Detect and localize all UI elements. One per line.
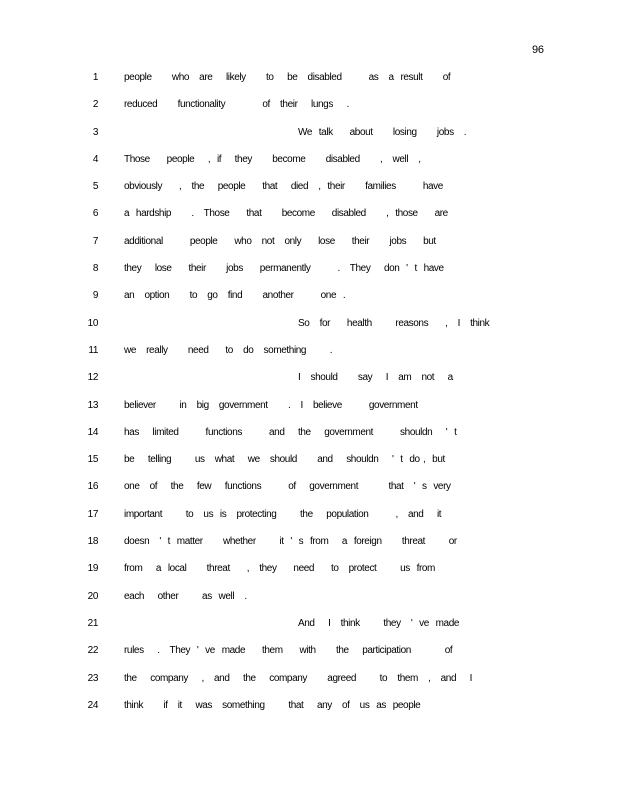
line-text: We talk about losing jobs . — [298, 126, 467, 138]
line-number: 6 — [92, 208, 98, 220]
transcript-line — [0, 560, 618, 587]
line-text: people who are likely to be disabled as a result of — [124, 72, 451, 83]
transcript-line — [0, 451, 618, 478]
transcript-line — [0, 151, 618, 178]
transcript-line — [0, 588, 618, 615]
line-number: 5 — [92, 181, 98, 193]
line-number: 24 — [87, 699, 98, 711]
transcript-line — [0, 397, 618, 424]
transcript-line — [0, 287, 618, 314]
line-text: believer in big government . I believe government — [124, 399, 418, 411]
line-number: 17 — [87, 508, 98, 520]
transcript-line — [0, 642, 618, 669]
line-text: from a local threat , they need to protect us from — [124, 563, 435, 575]
line-number: 19 — [87, 563, 98, 575]
line-number: 23 — [87, 672, 98, 684]
line-number: 7 — [92, 235, 98, 247]
line-number: 4 — [92, 153, 98, 165]
line-text: think if it was something that any of us as people — [124, 699, 421, 711]
line-text: they lose their jobs permanently . They don ' t have — [124, 263, 444, 275]
line-text: important to us is protecting the population , and it — [124, 508, 442, 520]
transcript-line — [0, 124, 618, 151]
transcript-line — [0, 205, 618, 232]
line-number: 3 — [92, 126, 98, 138]
line-number: 13 — [87, 399, 98, 411]
line-text: has limited functions and the government shouldn ' t — [124, 426, 457, 438]
line-text: Those people , if they become disabled , well , — [124, 153, 421, 165]
transcript-line — [0, 342, 618, 369]
transcript-line — [0, 233, 618, 260]
line-text: reduced functionality of their lungs . — [124, 99, 349, 111]
line-text: an option to go find another one . — [124, 290, 346, 302]
line-number: 2 — [92, 99, 98, 111]
transcript-line — [0, 615, 618, 642]
transcript-line — [0, 315, 618, 342]
line-number: 8 — [92, 263, 98, 275]
line-text: be telling us what we should and shouldn ' t do , but — [124, 454, 445, 466]
line-number: 10 — [87, 317, 98, 329]
transcript-line — [0, 424, 618, 451]
line-number: 20 — [87, 590, 98, 602]
transcript-line — [0, 69, 618, 96]
transcript-line — [0, 697, 618, 724]
transcript-line — [0, 260, 618, 287]
line-number: 1 — [92, 72, 98, 83]
transcript-line — [0, 533, 618, 560]
line-number: 11 — [88, 344, 98, 356]
transcript-body — [0, 69, 618, 724]
line-text: rules . They ' ve made them with the participation of — [124, 645, 453, 657]
transcript-line — [0, 506, 618, 533]
line-number: 15 — [87, 454, 98, 466]
line-text: a hardship . Those that become disabled , those are — [124, 208, 448, 220]
line-text: obviously , the people that died , their families have — [124, 181, 443, 193]
line-number: 18 — [87, 536, 98, 548]
line-text: And I think they ' ve made — [298, 617, 460, 629]
line-text: So for health reasons , I think — [298, 317, 490, 329]
line-text: one of the few functions of government that ' s very — [124, 481, 451, 493]
line-text: doesn ' t matter whether it ' s from a foreign threat or — [124, 536, 457, 548]
line-text: each other as well . — [124, 590, 247, 602]
page-number: 96 — [532, 44, 544, 56]
transcript-line — [0, 178, 618, 205]
line-number: 14 — [87, 426, 98, 438]
line-number: 22 — [87, 645, 98, 657]
line-text: I should say I am not a — [298, 372, 453, 384]
transcript-line — [0, 670, 618, 697]
line-number: 21 — [87, 617, 98, 629]
line-text: additional people who not only lose their jobs but — [124, 235, 436, 247]
transcript-line — [0, 478, 618, 505]
line-text: we really need to do something . — [124, 344, 333, 356]
transcript-line — [0, 96, 618, 123]
transcript-line — [0, 369, 618, 396]
line-text: the company , and the company agreed to them , and I — [124, 672, 472, 684]
line-number: 16 — [87, 481, 98, 493]
line-number: 12 — [87, 372, 98, 384]
line-number: 9 — [92, 290, 98, 302]
